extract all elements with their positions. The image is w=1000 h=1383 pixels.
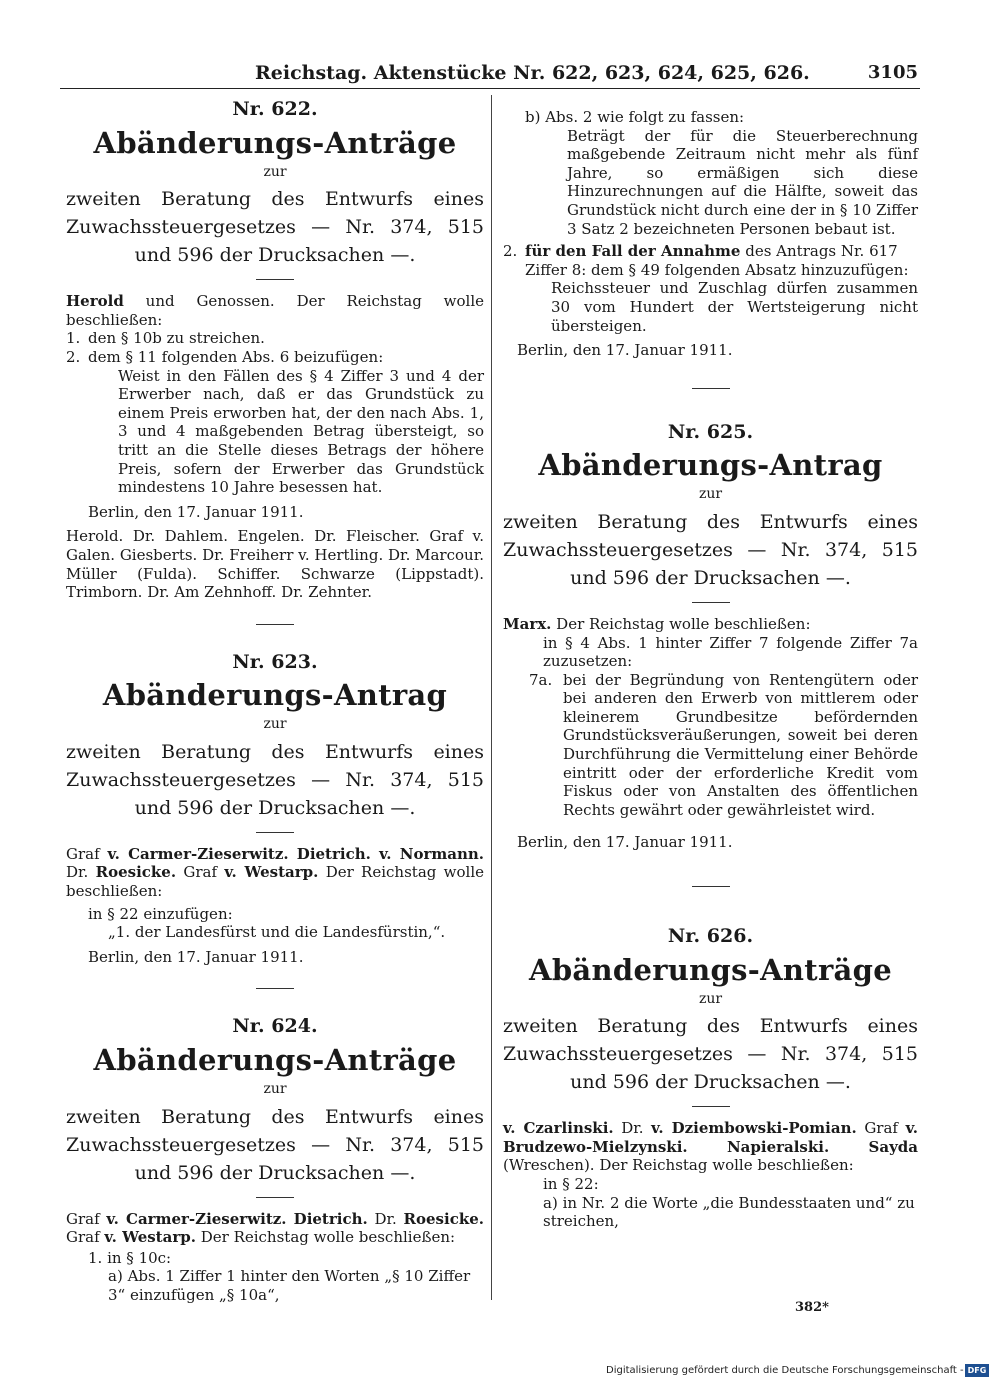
page-header bbox=[60, 58, 920, 89]
quoted-text: Weist in den Fällen des § 4 Ziffer 3 und 4 der Erwerber nach, daß er das Grundstück zu einem Preis erworben hat, der den nach Abs. 1, 3 und 4 maßgebenden Betrag übersteigt, so tritt an die Stelle dieses Betrags der höhere Preis, sofern der Erwerber das Grundstück mindestens 10 Jahre besessen hat. bbox=[118, 366, 484, 497]
separator-rule bbox=[256, 1197, 294, 1198]
left-column bbox=[66, 100, 484, 1305]
document-624 bbox=[66, 1017, 484, 1304]
doc-number: Nr. 622. bbox=[232, 98, 318, 120]
doc-subtitle: zweiten Beratung des Entwurfs eines Zuwachssteuergesetzes — Nr. 374, 515 und 596 der Drucksachen —. bbox=[503, 510, 918, 589]
doc-intro bbox=[66, 1210, 484, 1247]
doc-headline: Abänderungs-Anträge bbox=[529, 952, 892, 987]
intro-text: Graf bbox=[66, 1228, 105, 1247]
document-624-continued bbox=[503, 108, 918, 360]
dfg-logo: DFG bbox=[965, 1364, 989, 1377]
list-item bbox=[529, 670, 918, 820]
intro-text: Graf bbox=[66, 844, 108, 863]
doc-number: Nr. 625. bbox=[667, 420, 754, 443]
quoted-text: Beträgt der für die Steuerberechnung maßgebende Zeitraum nicht mehr als fünf Jahre, so ermäßigen sich diese Hinzurechnungen auf die Hälfte, soweit das Grundstück nicht durch eine der in § 10 Ziffer 3 Satz 2 bezeichneten Personen bebaut ist. bbox=[567, 126, 918, 238]
mover-name: v. Dziembowski-Pomian. bbox=[651, 1119, 857, 1138]
intro-text: Graf bbox=[176, 863, 225, 882]
mover-name: v. Brudzewo-Mielzynski. Napieralski. Sayda bbox=[503, 1119, 919, 1156]
doc-number: Nr. 623. bbox=[232, 650, 318, 673]
instruction-line: in § 22 einzufügen: bbox=[88, 904, 233, 923]
doc-date: Berlin, den 17. Januar 1911. bbox=[88, 947, 304, 966]
section-rule bbox=[256, 624, 294, 625]
doc-zur: zur bbox=[263, 716, 287, 733]
document-623 bbox=[66, 650, 484, 967]
header-title: Reichstag. Aktenstücke Nr. 622, 623, 624, 625, 626. bbox=[255, 62, 810, 84]
quoted-text: „1. der Landesfürst und die Landesfürstin,“. bbox=[108, 923, 446, 942]
separator-rule bbox=[692, 1106, 730, 1107]
page-number: 3105 bbox=[867, 62, 918, 83]
doc-signers: Herold. Dr. Dahlem. Engelen. Dr. Fleischer. Graf v. Galen. Giesberts. Dr. Freiherr v. Hertling. Dr. Marcour. Müller (Fulda). Schiffer. Schwarze (Lippstadt). Trimborn. Dr. Am Zehnhoff. Dr. Zehnter. bbox=[66, 527, 484, 602]
intro-text: Graf bbox=[66, 1209, 107, 1228]
intro-text: Der Reichstag wolle beschließen: bbox=[195, 1228, 456, 1247]
intro-text: Der Reichstag wolle beschließen: bbox=[66, 863, 484, 901]
mover-name: v. Carmer-Zieserwitz. Dietrich. v. Normann. bbox=[107, 844, 484, 863]
doc-headline: Abänderungs-Antrag bbox=[102, 678, 448, 713]
doc-intro bbox=[503, 615, 918, 634]
item-number: 7a. bbox=[529, 670, 553, 689]
intro-text: (Wreschen). Der Reichstag wolle beschließen: bbox=[503, 1156, 854, 1175]
quoted-text: Reichssteuer und Zuschlag dürfen zusammen 30 vom Hundert der Wertsteigerung nicht übersteigen. bbox=[551, 279, 918, 335]
list-item: 1. den § 10b zu streichen. bbox=[66, 329, 265, 348]
doc-number: Nr. 626. bbox=[667, 925, 754, 948]
intro-text: Der Reichstag wolle beschließen: bbox=[551, 614, 811, 633]
item-number: 2. bbox=[503, 242, 518, 261]
mover-name: Roesicke. bbox=[403, 1209, 484, 1228]
mover-name: v. Carmer-Zieserwitz. Dietrich. bbox=[106, 1209, 368, 1228]
column-divider bbox=[491, 95, 492, 1300]
section-rule bbox=[256, 988, 294, 989]
doc-subtitle: zweiten Beratung des Entwurfs eines Zuwachssteuergesetzes — Nr. 374, 515 und 596 der Drucksachen —. bbox=[66, 740, 484, 819]
section-rule bbox=[692, 886, 730, 887]
document-625 bbox=[503, 420, 918, 852]
mover-name: v. Czarlinski. bbox=[503, 1119, 614, 1138]
separator-rule bbox=[256, 279, 294, 280]
mover-name: v. Westarp. bbox=[104, 1228, 196, 1247]
doc-headline: Abänderungs-Anträge bbox=[93, 1043, 457, 1078]
mover-name: v. Westarp. bbox=[224, 863, 319, 882]
list-item: 1. in § 10c: bbox=[88, 1248, 172, 1267]
doc-intro bbox=[66, 292, 484, 329]
item-text: den § 10b zu streichen. bbox=[88, 329, 265, 348]
sub-item: a) Abs. 1 Ziffer 1 hinter den Worten „§ 10 Ziffer 3“ einzufügen „§ 10a“, bbox=[108, 1267, 471, 1304]
doc-headline: Abänderungs-Anträge bbox=[93, 125, 457, 160]
doc-number: Nr. 624. bbox=[232, 1015, 318, 1038]
doc-intro bbox=[66, 845, 484, 901]
mover-name: Roesicke. bbox=[95, 863, 177, 882]
mover-name: Herold bbox=[66, 292, 124, 311]
doc-intro bbox=[503, 1119, 918, 1175]
item-text: des Antrags Nr. 617 Ziffer 8: dem § 49 folgenden Absatz hinzuzufügen: bbox=[525, 242, 909, 279]
doc-headline: Abänderungs-Antrag bbox=[538, 448, 883, 483]
sub-item: a) in Nr. 2 die Worte „die Bundesstaaten und“ zu streichen, bbox=[543, 1193, 915, 1231]
list-item bbox=[503, 242, 918, 279]
item-text: bei der Begründung von Rentengütern oder bei anderen den Erwerb von mittlerem oder kleinerem Grundbesitze befördernden Grundstücksveräußerungen, soweit bei deren Durchführung die Vermittelung einer Behörde eintritt oder der erforderliche Kredit vom Fiskus oder von Anstalten des öffentlichen Rechts gewährt oder gewährleistet wird. bbox=[563, 670, 918, 819]
sheet-number: 382* bbox=[795, 1300, 829, 1315]
intro-text: Graf bbox=[856, 1119, 906, 1138]
separator-rule bbox=[256, 832, 294, 833]
emphasis-text: für den Fall der Annahme bbox=[525, 242, 741, 261]
doc-zur: zur bbox=[698, 486, 723, 503]
item-text: dem § 11 folgenden Abs. 6 beizufügen: bbox=[88, 347, 384, 366]
section-rule bbox=[692, 388, 730, 389]
document-622 bbox=[66, 100, 484, 602]
doc-zur: zur bbox=[698, 990, 723, 1007]
intro-text: und Genossen. Der Reichstag wolle beschließen: bbox=[66, 292, 484, 329]
doc-date: Berlin, den 17. Januar 1911. bbox=[517, 341, 733, 360]
sub-item: b) Abs. 2 wie folgt zu fassen: bbox=[525, 108, 745, 126]
right-column bbox=[503, 108, 918, 1231]
mover-name: Marx. bbox=[503, 614, 552, 633]
doc-date: Berlin, den 17. Januar 1911. bbox=[517, 833, 733, 852]
doc-zur: zur bbox=[263, 163, 287, 180]
dfg-notice: Digitalisierung gefördert durch die Deutsche Forschungsgemeinschaft - bbox=[606, 1365, 964, 1376]
list-item: 2. dem § 11 folgenden Abs. 6 beizufügen: bbox=[66, 347, 384, 366]
document-626 bbox=[503, 927, 918, 1231]
doc-zur: zur bbox=[263, 1081, 287, 1098]
instruction-line: in § 22: bbox=[543, 1175, 599, 1193]
doc-subtitle: zweiten Beratung des Entwurfs eines Zuwachssteuergesetzes — Nr. 374, 515 und 596 der Drucksachen —. bbox=[66, 188, 484, 267]
doc-date: Berlin, den 17. Januar 1911. bbox=[88, 502, 304, 521]
intro-text: Dr. bbox=[66, 863, 96, 882]
doc-subtitle: zweiten Beratung des Entwurfs eines Zuwachssteuergesetzes — Nr. 374, 515 und 596 der Drucksachen —. bbox=[66, 1105, 484, 1184]
separator-rule bbox=[692, 602, 730, 603]
instruction-line: in § 4 Abs. 1 hinter Ziffer 7 folgende Ziffer 7a zuzusetzen: bbox=[543, 633, 918, 671]
doc-subtitle: zweiten Beratung des Entwurfs eines Zuwachssteuergesetzes — Nr. 374, 515 und 596 der Drucksachen —. bbox=[503, 1015, 918, 1094]
intro-text: Dr. bbox=[613, 1119, 652, 1138]
intro-text: Dr. bbox=[367, 1209, 404, 1228]
